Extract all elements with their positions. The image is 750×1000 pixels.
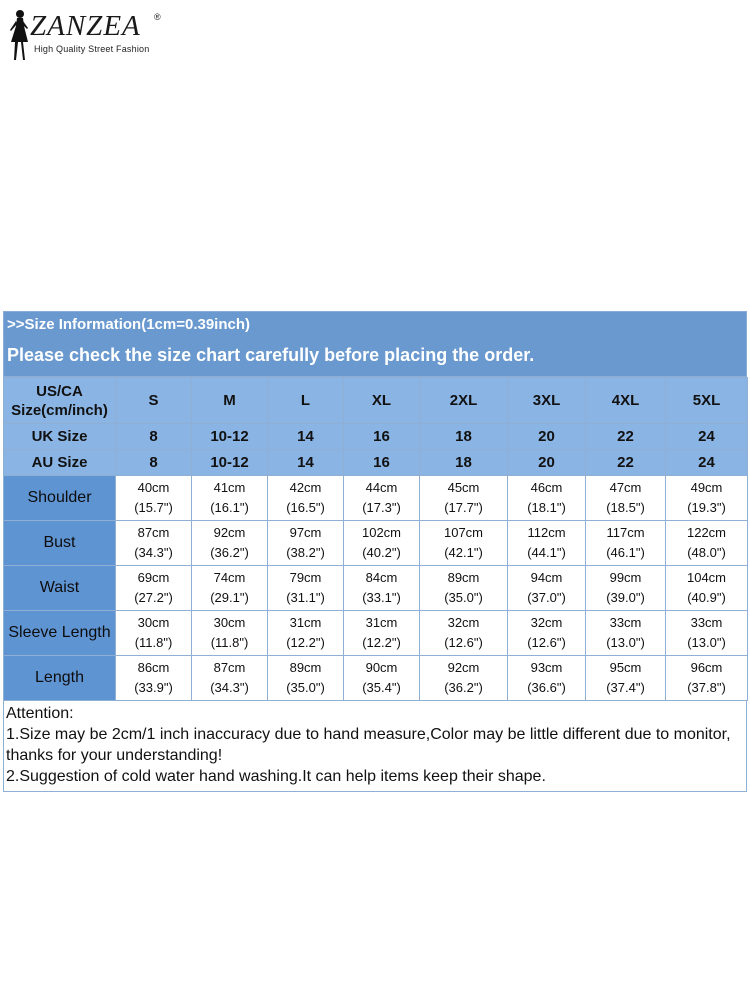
- measurement-inch: (35.0"): [444, 590, 483, 605]
- measurement-cell: [192, 521, 268, 566]
- measurement-cell: [192, 476, 268, 521]
- au-size-cell: 24: [666, 450, 748, 476]
- measurement-cell: [344, 566, 420, 611]
- measurement-cm: 74cm: [213, 570, 246, 585]
- measurement-cell: [586, 611, 666, 656]
- us-size-cell: L: [268, 378, 344, 424]
- uk-size-cell: 24: [666, 424, 748, 450]
- measurement-cell: [586, 656, 666, 701]
- au-size-cell: 14: [268, 450, 344, 476]
- measurement-label: Length: [4, 656, 116, 701]
- measurement-inch: (15.7"): [134, 500, 173, 515]
- measurement-inch: (11.8"): [210, 635, 249, 650]
- measurement-cm: 99cm: [609, 570, 642, 585]
- measurement-inch: (33.9"): [134, 680, 173, 695]
- measurement-cell: [420, 656, 508, 701]
- measurement-inch: (37.8"): [687, 680, 726, 695]
- us-size-cell: M: [192, 378, 268, 424]
- measurement-cell: [192, 656, 268, 701]
- measurement-inch: (40.2"): [362, 545, 401, 560]
- measurement-cell: [116, 521, 192, 566]
- measurement-cell: [508, 611, 586, 656]
- us-size-label: [4, 378, 116, 424]
- measurement-inch: (37.0"): [527, 590, 566, 605]
- au-size-row: [4, 450, 748, 476]
- measurement-cm: 87cm: [137, 525, 170, 540]
- au-size-label: AU Size: [4, 450, 116, 476]
- measurement-inch: (48.0"): [687, 545, 726, 560]
- measurement-cell: [268, 566, 344, 611]
- au-size-cell: 10-12: [192, 450, 268, 476]
- measurement-cell: [192, 566, 268, 611]
- measurement-cm: 33cm: [690, 615, 723, 630]
- size-notice: Please check the size chart carefully before placing the order.: [7, 345, 535, 365]
- measurement-cell: [420, 611, 508, 656]
- uk-size-label: UK Size: [4, 424, 116, 450]
- us-size-label-line1: US/CA: [36, 382, 83, 400]
- measurement-cm: 42cm: [289, 480, 322, 495]
- us-size-cell: 5XL: [666, 378, 748, 424]
- uk-size-cell: 18: [420, 424, 508, 450]
- measurement-cm: 69cm: [137, 570, 170, 585]
- measurement-cell: [268, 476, 344, 521]
- measurement-cm: 32cm: [530, 615, 563, 630]
- brand-name: ZANZEA: [30, 10, 141, 42]
- measurement-cell: [116, 566, 192, 611]
- measurement-inch: (16.5"): [286, 500, 325, 515]
- measurement-inch: (46.1"): [606, 545, 645, 560]
- measurement-inch: (36.2"): [210, 545, 249, 560]
- measurement-cm: 86cm: [137, 660, 170, 675]
- measurement-cell: [666, 476, 748, 521]
- au-size-cell: 8: [116, 450, 192, 476]
- measurement-cell: [268, 521, 344, 566]
- measurement-cell: [344, 611, 420, 656]
- measurement-inch: (42.1"): [444, 545, 483, 560]
- measurement-cell: [344, 656, 420, 701]
- measurement-cm: 79cm: [289, 570, 322, 585]
- measurement-cm: 107cm: [443, 525, 484, 540]
- attention-title: Attention:: [6, 705, 74, 722]
- au-size-cell: 20: [508, 450, 586, 476]
- measurement-cell: [420, 566, 508, 611]
- measurement-row: [4, 521, 748, 566]
- measurement-inch: (44.1"): [527, 545, 566, 560]
- measurement-cm: 31cm: [365, 615, 398, 630]
- measurement-inch: (12.2"): [286, 635, 325, 650]
- measurement-cm: 89cm: [447, 570, 480, 585]
- measurement-cm: 44cm: [365, 480, 398, 495]
- measurement-cm: 94cm: [530, 570, 563, 585]
- measurement-inch: (18.5"): [606, 500, 645, 515]
- measurement-cell: [508, 566, 586, 611]
- measurement-cm: 87cm: [213, 660, 246, 675]
- measurement-cell: [586, 521, 666, 566]
- measurement-cell: [666, 566, 748, 611]
- measurement-cell: [666, 521, 748, 566]
- measurement-row: [4, 656, 748, 701]
- measurement-inch: (19.3"): [687, 500, 726, 515]
- uk-size-cell: 22: [586, 424, 666, 450]
- au-size-cell: 16: [344, 450, 420, 476]
- measurement-cm: 90cm: [365, 660, 398, 675]
- measurement-inch: (12.6"): [444, 635, 483, 650]
- us-size-cell: XL: [344, 378, 420, 424]
- measurement-cell: [586, 566, 666, 611]
- measurement-cell: [344, 521, 420, 566]
- measurement-cm: 47cm: [609, 480, 642, 495]
- measurement-cm: 84cm: [365, 570, 398, 585]
- measurement-cm: 45cm: [447, 480, 480, 495]
- measurement-cell: [116, 611, 192, 656]
- measurement-cm: 31cm: [289, 615, 322, 630]
- measurement-inch: (18.1"): [527, 500, 566, 515]
- measurement-cm: 92cm: [213, 525, 246, 540]
- measurement-cm: 41cm: [213, 480, 246, 495]
- size-table: [3, 377, 748, 701]
- measurement-inch: (38.2"): [286, 545, 325, 560]
- measurement-cell: [116, 656, 192, 701]
- measurement-label: Shoulder: [4, 476, 116, 521]
- measurement-cell: [268, 656, 344, 701]
- measurement-inch: (17.7"): [444, 500, 483, 515]
- measurement-cell: [586, 476, 666, 521]
- us-size-cell: 2XL: [420, 378, 508, 424]
- measurement-inch: (39.0"): [606, 590, 645, 605]
- attention-notes: [3, 701, 747, 792]
- measurement-cell: [344, 476, 420, 521]
- size-info-banner: [3, 311, 747, 377]
- measurement-cell: [666, 611, 748, 656]
- measurement-cm: 95cm: [609, 660, 642, 675]
- measurement-cm: 46cm: [530, 480, 563, 495]
- measurement-cell: [666, 656, 748, 701]
- measurement-inch: (12.2"): [362, 635, 401, 650]
- woman-silhouette-icon: [6, 8, 32, 64]
- uk-size-cell: 20: [508, 424, 586, 450]
- measurement-inch: (35.0"): [286, 680, 325, 695]
- measurement-cell: [508, 521, 586, 566]
- measurement-inch: (34.3"): [210, 680, 249, 695]
- measurement-cm: 49cm: [690, 480, 723, 495]
- measurement-cm: 40cm: [137, 480, 170, 495]
- au-size-cell: 22: [586, 450, 666, 476]
- measurement-cell: [268, 611, 344, 656]
- registered-mark: ®: [154, 12, 161, 22]
- size-info-line: >>Size Information(1cm=0.39inch): [7, 316, 250, 333]
- measurement-inch: (37.4"): [606, 680, 645, 695]
- measurement-inch: (31.1"): [286, 590, 325, 605]
- measurement-label: Bust: [4, 521, 116, 566]
- measurement-inch: (12.6"): [527, 635, 566, 650]
- measurement-cell: [420, 521, 508, 566]
- au-size-cell: 18: [420, 450, 508, 476]
- measurement-inch: (17.3"): [362, 500, 401, 515]
- measurement-label: Sleeve Length: [4, 611, 116, 656]
- measurement-inch: (40.9"): [687, 590, 726, 605]
- measurement-inch: (13.0"): [606, 635, 645, 650]
- measurement-inch: (33.1"): [362, 590, 401, 605]
- measurement-row: [4, 566, 748, 611]
- us-size-row: [4, 378, 748, 424]
- us-size-cell: 3XL: [508, 378, 586, 424]
- measurement-cm: 89cm: [289, 660, 322, 675]
- measurement-cm: 93cm: [530, 660, 563, 675]
- brand-tagline: High Quality Street Fashion: [34, 44, 150, 54]
- measurement-cell: [508, 476, 586, 521]
- measurement-cm: 122cm: [686, 525, 727, 540]
- measurement-inch: (27.2"): [134, 590, 173, 605]
- measurement-cm: 96cm: [690, 660, 723, 675]
- attention-line-1: 1.Size may be 2cm/1 inch inaccuracy due to hand measure,Color may be little different due to monitor, thanks for your understanding!: [6, 726, 731, 764]
- size-chart: [3, 311, 747, 792]
- us-size-cell: S: [116, 378, 192, 424]
- measurement-inch: (11.8"): [134, 635, 173, 650]
- measurement-inch: (29.1"): [210, 590, 249, 605]
- measurement-cm: 30cm: [213, 615, 246, 630]
- measurement-cell: [116, 476, 192, 521]
- measurement-cell: [192, 611, 268, 656]
- uk-size-cell: 16: [344, 424, 420, 450]
- measurement-inch: (35.4"): [362, 680, 401, 695]
- measurement-row: [4, 611, 748, 656]
- uk-size-cell: 8: [116, 424, 192, 450]
- measurement-inch: (36.2"): [444, 680, 483, 695]
- uk-size-cell: 10-12: [192, 424, 268, 450]
- measurement-cm: 104cm: [686, 570, 727, 585]
- measurement-cm: 117cm: [606, 525, 645, 540]
- measurement-label: Waist: [4, 566, 116, 611]
- measurement-cm: 112cm: [527, 525, 566, 540]
- measurement-cm: 97cm: [289, 525, 322, 540]
- measurement-inch: (34.3"): [134, 545, 173, 560]
- brand-logo: [6, 8, 176, 64]
- us-size-label-line2: Size(cm/inch): [11, 401, 108, 419]
- measurement-cm: 102cm: [361, 525, 402, 540]
- measurement-row: [4, 476, 748, 521]
- uk-size-row: [4, 424, 748, 450]
- measurement-inch: (36.6"): [527, 680, 566, 695]
- measurement-cm: 32cm: [447, 615, 480, 630]
- measurement-cell: [508, 656, 586, 701]
- measurement-cm: 92cm: [447, 660, 480, 675]
- measurement-cm: 30cm: [137, 615, 170, 630]
- measurement-cm: 33cm: [609, 615, 642, 630]
- uk-size-cell: 14: [268, 424, 344, 450]
- us-size-cell: 4XL: [586, 378, 666, 424]
- measurement-cell: [420, 476, 508, 521]
- attention-line-2: 2.Suggestion of cold water hand washing.It can help items keep their shape.: [6, 768, 546, 785]
- measurement-inch: (16.1"): [210, 500, 249, 515]
- measurement-inch: (13.0"): [687, 635, 726, 650]
